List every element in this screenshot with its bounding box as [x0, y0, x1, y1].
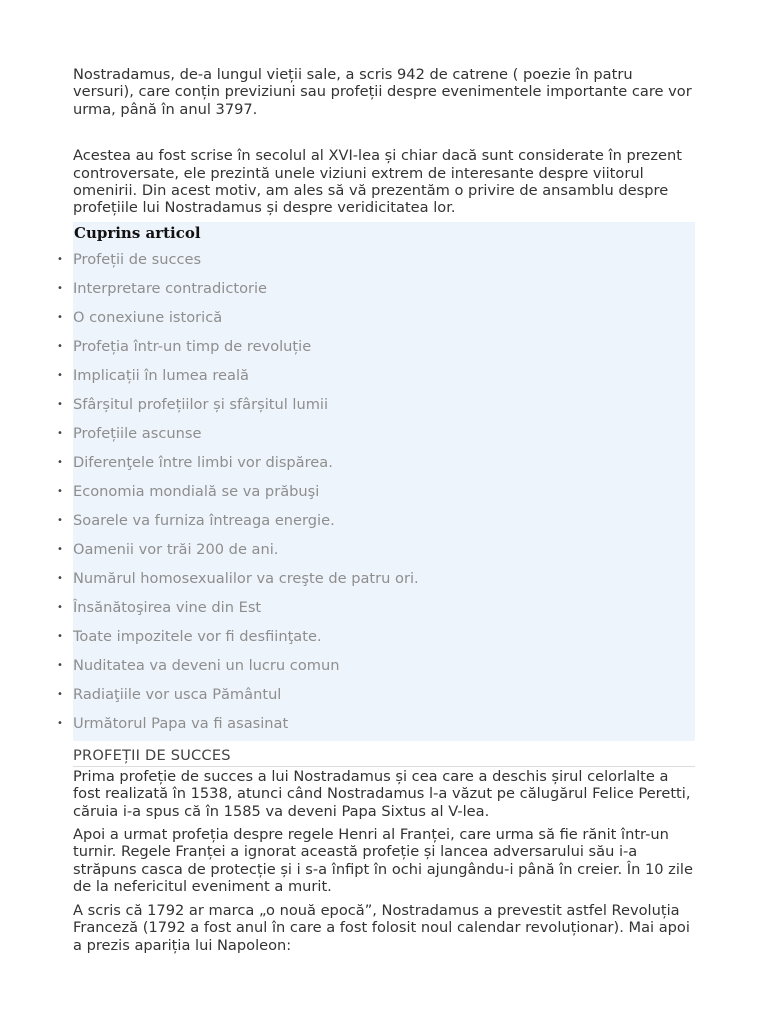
bullet-icon: •	[57, 601, 63, 613]
toc-item[interactable]	[57, 506, 695, 535]
toc-list	[57, 245, 695, 738]
toc-item-label: Următorul Papa va fi asasinat	[73, 714, 289, 732]
toc-item[interactable]	[57, 622, 695, 651]
toc-item-label: Nuditatea va deveni un lucru comun	[73, 656, 340, 674]
bullet-icon: •	[57, 630, 63, 642]
bullet-icon: •	[57, 543, 63, 555]
section-paragraph-2: Apoi a urmat profeția despre regele Henri al Franței, care urma să fie rănit într-un turnir. Regele Franței a ignorat această profeție și lancea adversarului său i-a străpuns casca de protecție și i s-a înfipt în ochi ajungându-i până în creier. În 10 zile de la nefericitul eveniment a murit.	[73, 826, 693, 896]
toc-item[interactable]	[57, 448, 695, 477]
toc-item-label: Soarele va furniza întreaga energie.	[73, 511, 335, 529]
bullet-icon: •	[57, 427, 63, 439]
toc-item-label: Sfârșitul profețiilor și sfârșitul lumii	[73, 395, 329, 413]
section-heading: PROFEȚII DE SUCCES	[73, 747, 695, 767]
toc-item-label: Profeția într-un timp de revoluție	[73, 337, 312, 355]
bullet-icon: •	[57, 456, 63, 468]
bullet-icon: •	[57, 369, 63, 381]
bullet-icon: •	[57, 340, 63, 352]
bullet-icon: •	[57, 253, 63, 265]
toc-item[interactable]	[57, 535, 695, 564]
toc-title: Cuprins articol	[74, 223, 201, 242]
toc-item-label: O conexiune istorică	[73, 308, 223, 326]
toc-item[interactable]	[57, 593, 695, 622]
toc-item-label: Profețiile ascunse	[73, 424, 202, 442]
bullet-icon: •	[57, 717, 63, 729]
bullet-icon: •	[57, 514, 63, 526]
intro-paragraph-1: Nostradamus, de-a lungul vieții sale, a scris 942 de catrene ( poezie în patru versuri), care conțin previziuni sau profeții despre evenimentele importante care vor urma, până în anul 3797.	[73, 66, 692, 118]
bullet-icon: •	[57, 311, 63, 323]
toc-item[interactable]	[57, 680, 695, 709]
toc-item[interactable]	[57, 564, 695, 593]
toc-item-label: Toate impozitele vor fi desfiinţate.	[73, 627, 322, 645]
toc-item[interactable]	[57, 390, 695, 419]
toc-item[interactable]	[57, 361, 695, 390]
toc-item[interactable]	[57, 274, 695, 303]
bullet-icon: •	[57, 485, 63, 497]
toc-item-label: Însănătoşirea vine din Est	[73, 598, 262, 616]
toc-item-label: Profeții de succes	[73, 250, 202, 268]
toc-item[interactable]	[57, 709, 695, 738]
table-of-contents	[57, 222, 695, 741]
section-paragraph-3: A scris că 1792 ar marca „o nouă epocă”, Nostradamus a prevestit astfel Revoluția Franceză (1792 a fost anul în care a fost folosit noul calendar revoluționar). Mai apoi a prezis apariția lui Napoleon:	[73, 901, 690, 954]
toc-item[interactable]	[57, 419, 695, 448]
toc-item-label: Diferenţele între limbi vor dispărea.	[73, 453, 333, 471]
section-paragraph-1: Prima profeție de succes a lui Nostradamus și cea care a deschis șirul celorlalte a fost realizată în 1538, atunci când Nostradamus l-a văzut pe călugărul Felice Peretti, căruia i-a spus că în 1585 va deveni Papa Sixtus al V-lea.	[73, 767, 691, 820]
article	[57, 66, 695, 960]
toc-item-label: Numărul homosexualilor va creşte de patru ori.	[73, 569, 419, 587]
toc-item-label: Implicații în lumea reală	[73, 366, 249, 384]
bullet-icon: •	[57, 688, 63, 700]
toc-item-label: Economia mondială se va prăbuşi	[73, 482, 320, 500]
toc-item[interactable]	[57, 303, 695, 332]
bullet-icon: •	[57, 659, 63, 671]
intro-paragraph-2: Acestea au fost scrise în secolul al XVI-lea și chiar dacă sunt considerate în prezent controversate, ele prezintă unele viziuni extrem de interesante despre viitorul omenirii. Din acest motiv, am ales să vă prezentăm o privire de ansamblu despre profețiile lui Nostradamus și despre veridicitatea lor.	[73, 147, 682, 217]
toc-item-label: Interpretare contradictorie	[73, 279, 268, 297]
toc-item-label: Radiaţiile vor usca Pământul	[73, 685, 282, 703]
bullet-icon: •	[57, 572, 63, 584]
toc-item[interactable]	[57, 477, 695, 506]
toc-item[interactable]	[57, 245, 695, 274]
toc-item-label: Oamenii vor trăi 200 de ani.	[73, 540, 279, 558]
toc-item[interactable]	[57, 332, 695, 361]
toc-item[interactable]	[57, 651, 695, 680]
bullet-icon: •	[57, 398, 63, 410]
bullet-icon: •	[57, 282, 63, 294]
